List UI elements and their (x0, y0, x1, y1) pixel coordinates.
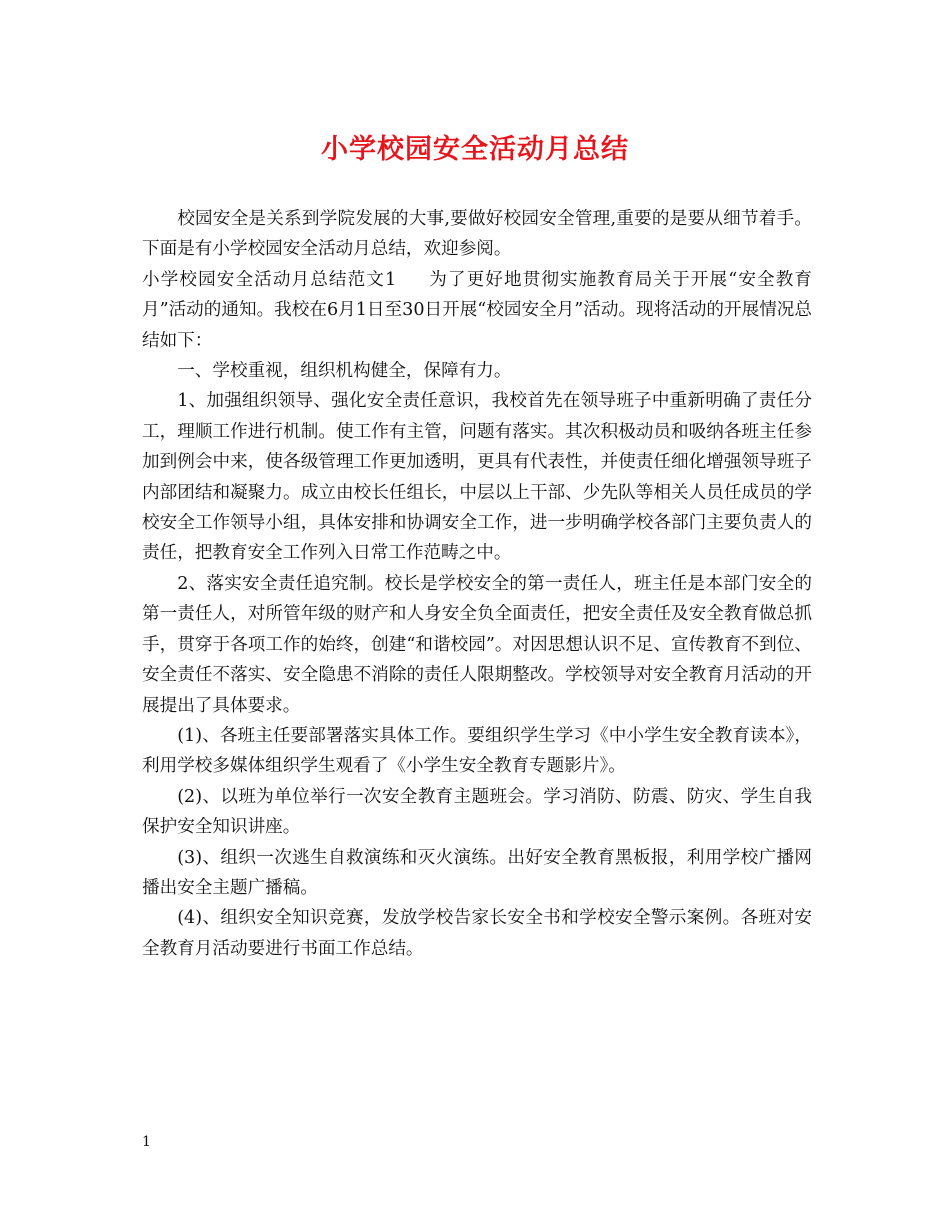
item-1-paragraph: 1、加强组织领导、强化安全责任意识，我校首先在领导班子中重新明确了责任分工，理顺工作进行机制。使工作有主管，问题有落实。其次积极动员和吸纳各班主任参加到例会中来，使各级管理工作更加透明，更具有代表性，并使责任细化增强领导班子内部团结和凝聚力。成立由校长任组长，中层以上干部、少先队等相关人员任成员的学校安全工作领导小组，具体安排和协调安全工作，进一步明确学校各部门主要负责人的责任，把教育安全工作列入日常工作范畴之中。 (142, 391, 812, 564)
document-body (142, 204, 812, 964)
section-1-heading: 一、学校重视，组织机构健全，保障有力。 (177, 361, 512, 382)
sample-text: 为了更好地贯彻实施教育局关于开展“安全教育月”活动的通知。我校在6月1日至30日开展“校园安全月”活动。现将活动的开展情况总结如下： (142, 269, 812, 351)
sub-item-4-paragraph: (4)、组织安全知识竞赛，发放学校告家长安全书和学校安全警示案例。各班对安全教育月活动要进行书面工作总结。 (142, 908, 812, 959)
page-number: 1 (142, 1134, 151, 1150)
sample-paragraph (142, 265, 812, 356)
sample-heading: 小学校园安全活动月总结范文1 (142, 269, 397, 290)
intro-paragraph: 校园安全是关系到学院发展的大事,要做好校园安全管理,重要的是要从细节着手。下面是有小学校园安全活动月总结，欢迎参阅。 (142, 209, 812, 260)
document-title: 小学校园安全活动月总结 (321, 134, 629, 165)
sub-item-2-paragraph: (2)、以班为单位举行一次安全教育主题班会。学习消防、防震、防灾、学生自我保护安全知识讲座。 (142, 786, 812, 838)
sub-item-1-paragraph: (1)、各班主任要部署落实具体工作。要组织学生学习《中小学生安全教育读本》，利用学校多媒体组织学生观看了《小学生安全教育专题影片》。 (142, 725, 812, 777)
item-2-paragraph: 2、落实安全责任追究制。校长是学校安全的第一责任人，班主任是本部门安全的第一责任人，对所管年级的财产和人身安全负全面责任，把安全责任及安全教育做总抓手，贯穿于各项工作的始终，创建“和谐校园”。对因思想认识不足、宣传教育不到位、安全责任不落实、安全隐患不消除的责任人限期整改。学校领导对安全教育月活动的开展提出了具体要求。 (142, 573, 812, 716)
sub-item-3-paragraph: (3)、组织一次逃生自救演练和灭火演练。出好安全教育黑板报，利用学校广播网播出安全主题广播稿。 (142, 847, 812, 898)
